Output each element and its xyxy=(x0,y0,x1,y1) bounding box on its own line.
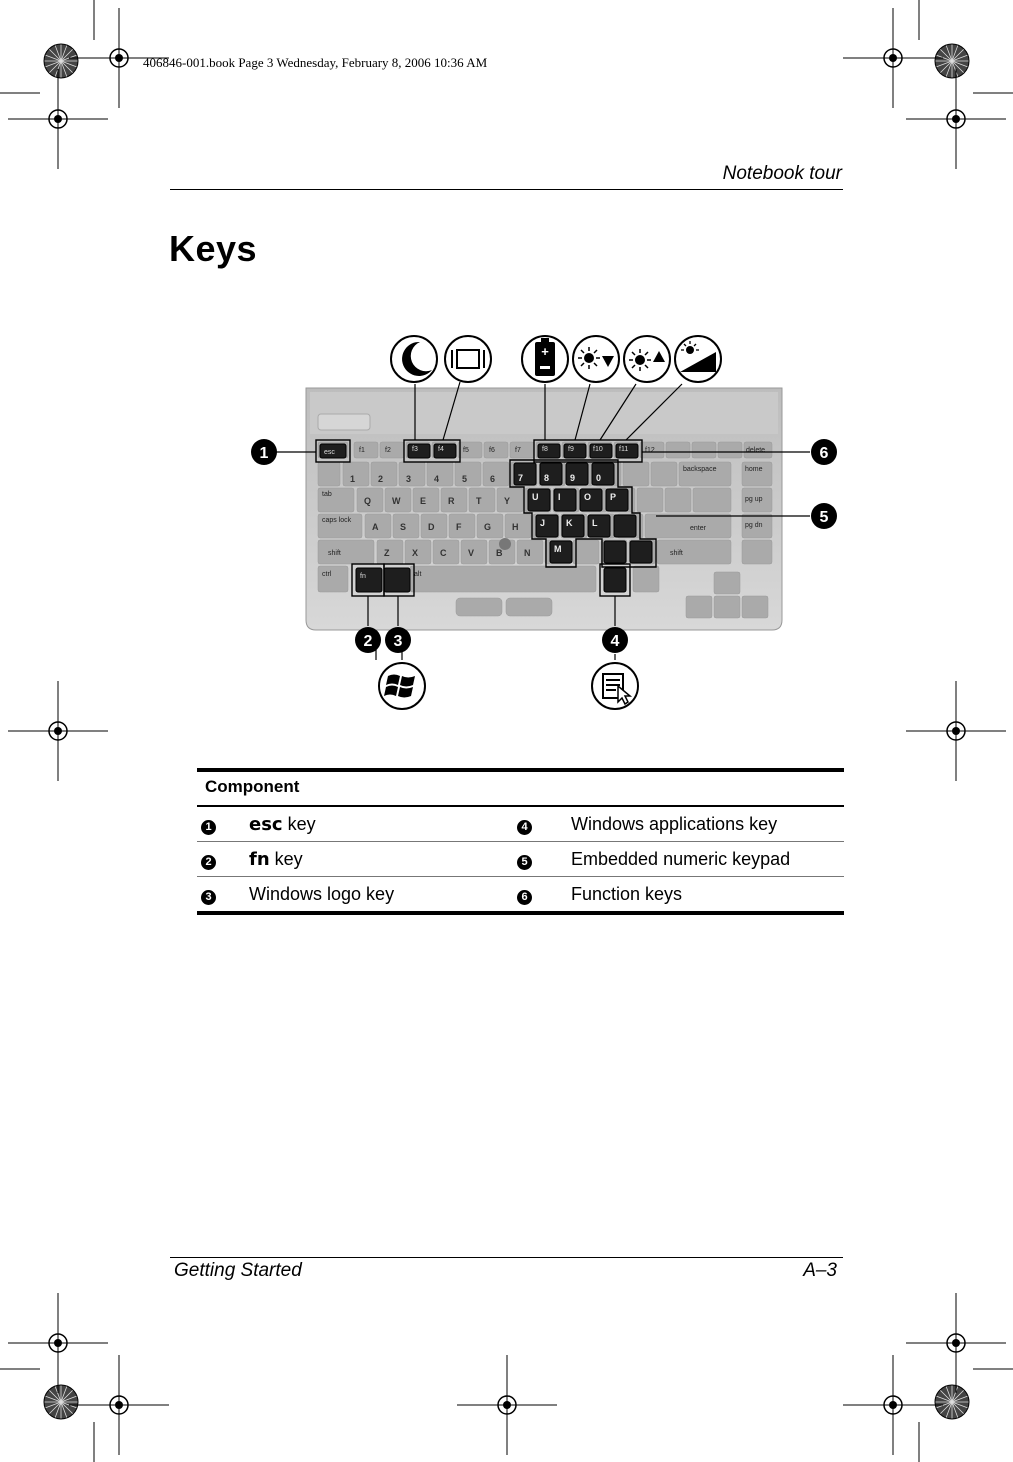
key-label: f11 xyxy=(619,446,629,453)
key-label: f10 xyxy=(593,446,603,453)
item-number: 4 xyxy=(517,820,532,835)
key-label: shift xyxy=(328,550,341,557)
key-label: f7 xyxy=(515,447,521,454)
callout-6: 6 xyxy=(819,445,829,462)
key-label: K xyxy=(566,518,573,528)
battery-icon xyxy=(535,338,555,376)
key-label: P xyxy=(610,492,617,502)
key-label: home xyxy=(745,466,763,473)
fn-key-highlight xyxy=(356,568,382,592)
star-target-icon xyxy=(935,44,969,78)
footer-rule xyxy=(170,1257,843,1258)
registration-mark-icon xyxy=(69,1355,169,1455)
key-label: Z xyxy=(384,548,390,558)
running-head: Notebook tour xyxy=(722,163,842,184)
key-label: I xyxy=(558,492,561,502)
table-row xyxy=(197,842,844,877)
table-row xyxy=(197,806,844,842)
windows-key-highlight xyxy=(384,568,410,592)
key-label: R xyxy=(448,496,455,506)
key-label: f5 xyxy=(463,447,469,454)
footer-book-title: Getting Started xyxy=(174,1260,302,1281)
key-label: 8 xyxy=(544,473,550,483)
key-label: 6 xyxy=(490,474,496,484)
item-number: 3 xyxy=(201,890,216,905)
component-name: esc key xyxy=(249,806,507,842)
key-label: alt xyxy=(414,571,422,578)
key-label: U xyxy=(532,492,539,502)
windows-logo-bubble xyxy=(379,663,425,709)
key-label: Y xyxy=(504,496,511,506)
key-label: f8 xyxy=(542,446,548,453)
key-label: 4 xyxy=(434,474,440,484)
key-label: V xyxy=(468,548,475,558)
item-number: 2 xyxy=(201,855,216,870)
key-label: caps lock xyxy=(322,517,352,524)
table-header: Component xyxy=(197,770,844,806)
key-label: 0 xyxy=(596,473,602,483)
callout-3: 3 xyxy=(393,633,403,650)
key-label: X xyxy=(412,548,419,558)
key-label: H xyxy=(512,522,519,532)
component-name: fn key xyxy=(249,842,507,877)
component-name: Windows applications key xyxy=(571,806,844,842)
key-label: N xyxy=(524,548,531,558)
header-rule xyxy=(170,189,843,190)
apps-key-highlight xyxy=(604,568,626,592)
key-label: f12 xyxy=(645,447,655,454)
key-label: 9 xyxy=(570,473,576,483)
key-label: tab xyxy=(322,491,332,498)
registration-mark-icon xyxy=(906,1293,1006,1393)
component-table xyxy=(197,768,844,915)
star-target-icon xyxy=(44,44,78,78)
key-label: 2 xyxy=(378,474,384,484)
component-name: Function keys xyxy=(571,877,844,914)
key-label: G xyxy=(484,522,492,532)
callout-4: 4 xyxy=(610,633,620,650)
component-name: Embedded numeric keypad xyxy=(571,842,844,877)
key-label: A xyxy=(372,522,379,532)
key-label: ctrl xyxy=(322,571,332,578)
key-label: backspace xyxy=(683,466,717,473)
key-label: C xyxy=(440,548,447,558)
key-label: T xyxy=(476,496,482,506)
registration-mark-icon xyxy=(457,1355,557,1455)
registration-mark-icon xyxy=(8,681,108,781)
key-label: 3 xyxy=(406,474,412,484)
table-row xyxy=(197,877,844,914)
key-label: J xyxy=(540,518,546,528)
key-label: D xyxy=(428,522,435,532)
key-label: pg up xyxy=(745,496,763,503)
star-target-icon xyxy=(44,1385,78,1419)
registration-mark-icon xyxy=(906,681,1006,781)
registration-mark-icon xyxy=(906,69,1006,169)
key-label: f1 xyxy=(359,447,365,454)
key-label: 7 xyxy=(518,473,524,483)
registration-mark-icon xyxy=(843,8,943,108)
callout-2: 2 xyxy=(363,633,373,650)
star-target-icon xyxy=(935,1385,969,1419)
page-number: A–3 xyxy=(803,1260,837,1281)
key-label: fn xyxy=(360,573,366,580)
item-number: 1 xyxy=(201,820,216,835)
key-label: 1 xyxy=(350,474,356,484)
keyboard-figure xyxy=(240,330,850,715)
svg-text:+: + xyxy=(541,344,549,359)
key-label: f9 xyxy=(568,446,574,453)
key-label: f3 xyxy=(412,446,418,453)
key-label: delete xyxy=(746,447,766,454)
callout-1: 1 xyxy=(259,445,269,462)
component-name: Windows logo key xyxy=(249,877,507,914)
key-label: esc xyxy=(324,449,335,456)
key-label: f2 xyxy=(385,447,391,454)
key-label: f4 xyxy=(438,446,444,453)
key-label: 5 xyxy=(462,474,468,484)
callout-5: 5 xyxy=(819,509,829,526)
page-title: Keys xyxy=(169,228,258,269)
item-number: 5 xyxy=(517,855,532,870)
key-label: L xyxy=(592,518,598,528)
key-label: O xyxy=(584,492,592,502)
key-label: f6 xyxy=(489,447,495,454)
registration-mark-icon xyxy=(8,69,108,169)
key-label: Q xyxy=(364,496,372,506)
key-label: pg dn xyxy=(745,522,763,529)
registration-mark-icon xyxy=(8,1293,108,1393)
book-slug-line: 406846-001.book Page 3 Wednesday, February 8, 2006 10:36 AM xyxy=(143,55,488,70)
key-label: E xyxy=(420,496,427,506)
key-label: B xyxy=(496,548,503,558)
key-label: F xyxy=(456,522,462,532)
key-label: enter xyxy=(690,525,706,532)
key-label: W xyxy=(392,496,401,506)
item-number: 6 xyxy=(517,890,532,905)
key-label: S xyxy=(400,522,407,532)
key-label: M xyxy=(554,544,562,554)
key-label: shift xyxy=(670,550,683,557)
registration-mark-icon xyxy=(843,1355,943,1455)
